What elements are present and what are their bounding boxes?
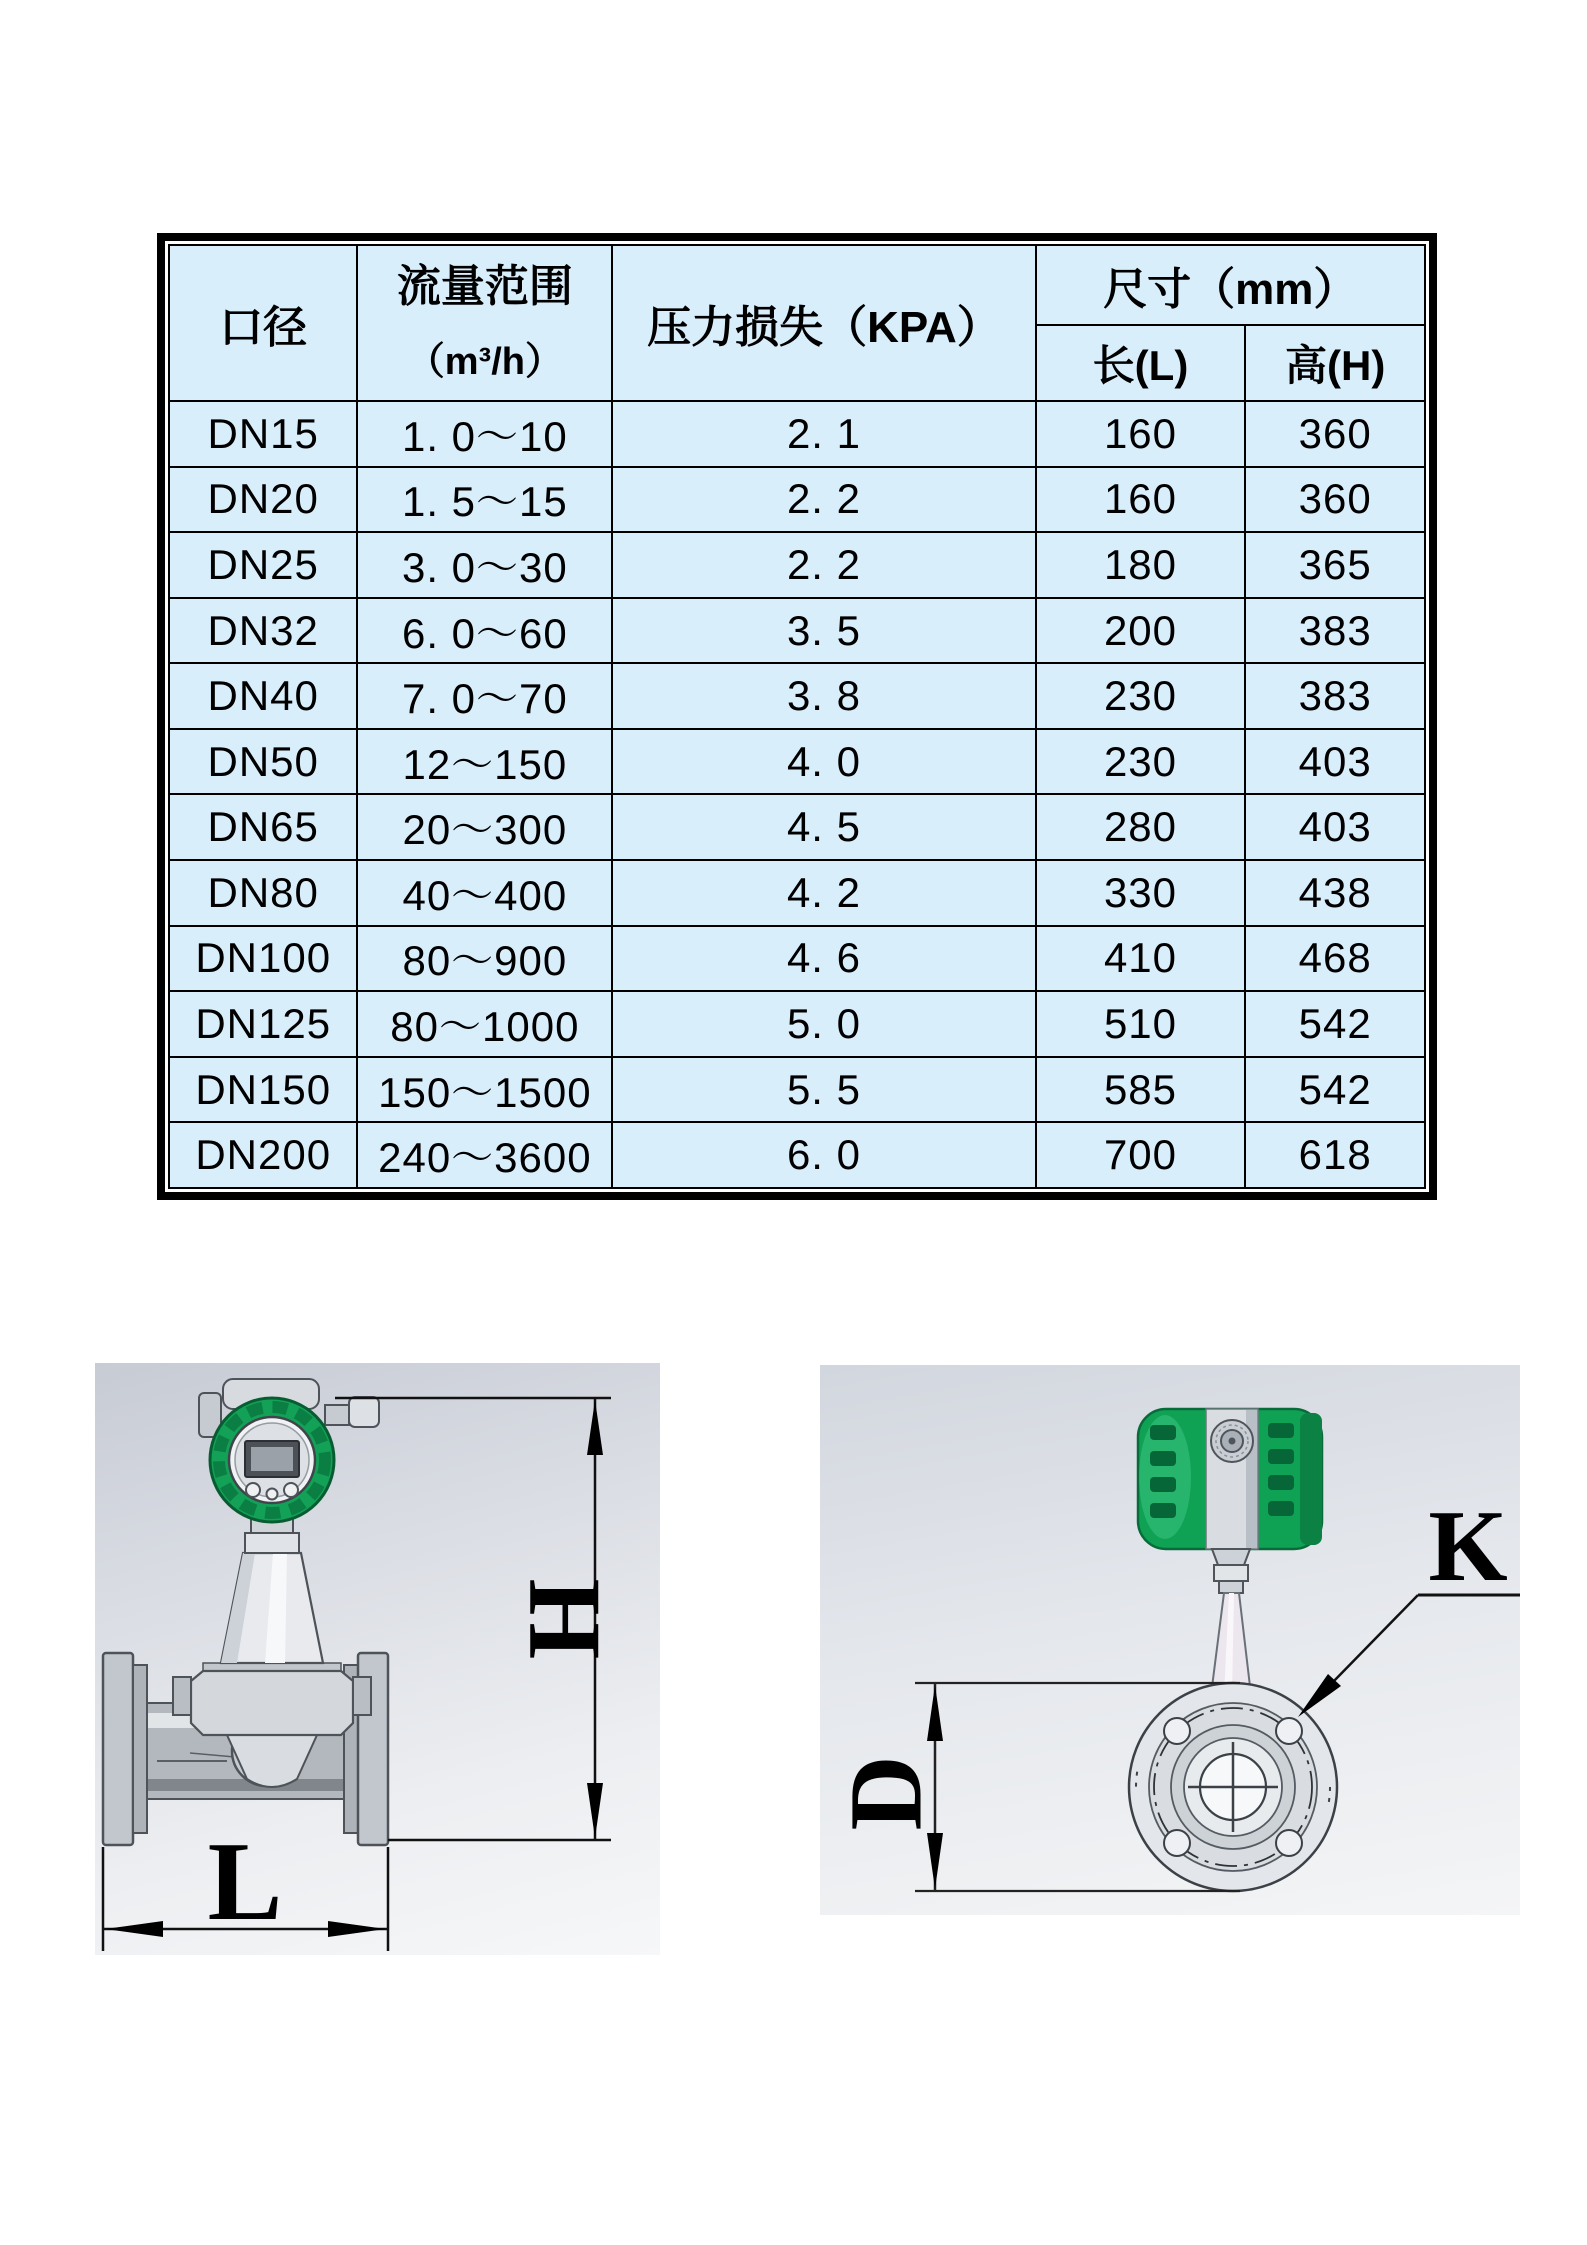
- cell-flow: 150～1500: [357, 1057, 612, 1123]
- header-pressure-loss: 压力损失（KPA）: [612, 245, 1035, 401]
- dimension-h-label: H: [507, 1578, 623, 1660]
- table-row: [169, 467, 1425, 533]
- cell-dn: DN15: [169, 401, 357, 467]
- cell-length: 330: [1036, 860, 1246, 926]
- cell-pressure: 5. 0: [612, 991, 1035, 1057]
- cell-height: 383: [1245, 663, 1425, 729]
- cell-flow: 6. 0～60: [357, 598, 612, 664]
- dimension-d-label: D: [828, 1755, 944, 1831]
- cell-length: 160: [1036, 401, 1246, 467]
- cell-pressure: 2. 2: [612, 467, 1035, 533]
- cell-dn: DN40: [169, 663, 357, 729]
- transmitter-housing: [1138, 1409, 1322, 1549]
- cell-dn: DN100: [169, 926, 357, 992]
- table-row: [169, 1122, 1425, 1188]
- cell-flow: 20～300: [357, 794, 612, 860]
- cell-length: 230: [1036, 729, 1246, 795]
- cell-pressure: 5. 5: [612, 1057, 1035, 1123]
- header-flow-range-title: 流量范围: [396, 262, 573, 311]
- cell-pressure: 4. 5: [612, 794, 1035, 860]
- cell-pressure: 3. 8: [612, 663, 1035, 729]
- cell-flow: 1. 5～15: [357, 467, 612, 533]
- cell-flow: 7. 0～70: [357, 663, 612, 729]
- dimension-l-label: L: [207, 1820, 283, 1944]
- cell-length: 200: [1036, 598, 1246, 664]
- cell-dn: DN20: [169, 467, 357, 533]
- flange-face: [1129, 1683, 1337, 1891]
- header-size-group: 尺寸（mm）: [1036, 245, 1425, 325]
- cell-height: 383: [1245, 598, 1425, 664]
- cell-length: 585: [1036, 1057, 1246, 1123]
- cell-dn: DN50: [169, 729, 357, 795]
- header-height: 高(H): [1245, 325, 1425, 401]
- cell-pressure: 6. 0: [612, 1122, 1035, 1188]
- cell-pressure: 4. 0: [612, 729, 1035, 795]
- table-row: [169, 401, 1425, 467]
- cell-dn: DN25: [169, 532, 357, 598]
- header-flow-range: [357, 245, 612, 401]
- cell-flow: 3. 0～30: [357, 532, 612, 598]
- callout-k-label: K: [1428, 1490, 1508, 1603]
- cell-dn: DN150: [169, 1057, 357, 1123]
- header-flow-range-unit: （m³/h）: [406, 341, 563, 383]
- header-diameter: 口径: [169, 245, 357, 401]
- cell-pressure: 3. 5: [612, 598, 1035, 664]
- cell-length: 180: [1036, 532, 1246, 598]
- cell-flow: 12～150: [357, 729, 612, 795]
- table-row: [169, 1057, 1425, 1123]
- cell-length: 410: [1036, 926, 1246, 992]
- table-row: [169, 598, 1425, 664]
- cell-flow: 40～400: [357, 860, 612, 926]
- table-row: [169, 991, 1425, 1057]
- table-header-row-1: [169, 245, 1425, 325]
- cell-flow: 1. 0～10: [357, 401, 612, 467]
- cell-height: 403: [1245, 729, 1425, 795]
- cell-flow: 80～1000: [357, 991, 612, 1057]
- cell-length: 230: [1036, 663, 1246, 729]
- table-row: [169, 729, 1425, 795]
- table-row: [169, 663, 1425, 729]
- callout-k: [1298, 1595, 1520, 1717]
- table-row: [169, 860, 1425, 926]
- cell-height: 365: [1245, 532, 1425, 598]
- cell-dn: DN32: [169, 598, 357, 664]
- cell-dn: DN80: [169, 860, 357, 926]
- cell-height: 542: [1245, 991, 1425, 1057]
- side-view-drawing: [820, 1365, 1520, 1915]
- header-length: 长(L): [1036, 325, 1246, 401]
- cell-height: 618: [1245, 1122, 1425, 1188]
- cell-dn: DN200: [169, 1122, 357, 1188]
- cell-height: 403: [1245, 794, 1425, 860]
- front-view-drawing: [95, 1363, 660, 1955]
- cell-pressure: 2. 1: [612, 401, 1035, 467]
- spec-table-frame: [157, 233, 1437, 1200]
- table-row: [169, 794, 1425, 860]
- cell-pressure: 4. 2: [612, 860, 1035, 926]
- cell-height: 360: [1245, 467, 1425, 533]
- cell-pressure: 2. 2: [612, 532, 1035, 598]
- cell-length: 510: [1036, 991, 1246, 1057]
- cell-flow: 80～900: [357, 926, 612, 992]
- flowmeter-body: [103, 1379, 388, 1845]
- cell-height: 360: [1245, 401, 1425, 467]
- cell-length: 160: [1036, 467, 1246, 533]
- cell-pressure: 4. 6: [612, 926, 1035, 992]
- cell-height: 438: [1245, 860, 1425, 926]
- table-row: [169, 532, 1425, 598]
- cell-dn: DN125: [169, 991, 357, 1057]
- cell-length: 700: [1036, 1122, 1246, 1188]
- spec-table: [168, 244, 1426, 1189]
- cell-length: 280: [1036, 794, 1246, 860]
- cell-flow: 240～3600: [357, 1122, 612, 1188]
- cell-height: 542: [1245, 1057, 1425, 1123]
- cell-dn: DN65: [169, 794, 357, 860]
- cell-height: 468: [1245, 926, 1425, 992]
- table-row: [169, 926, 1425, 992]
